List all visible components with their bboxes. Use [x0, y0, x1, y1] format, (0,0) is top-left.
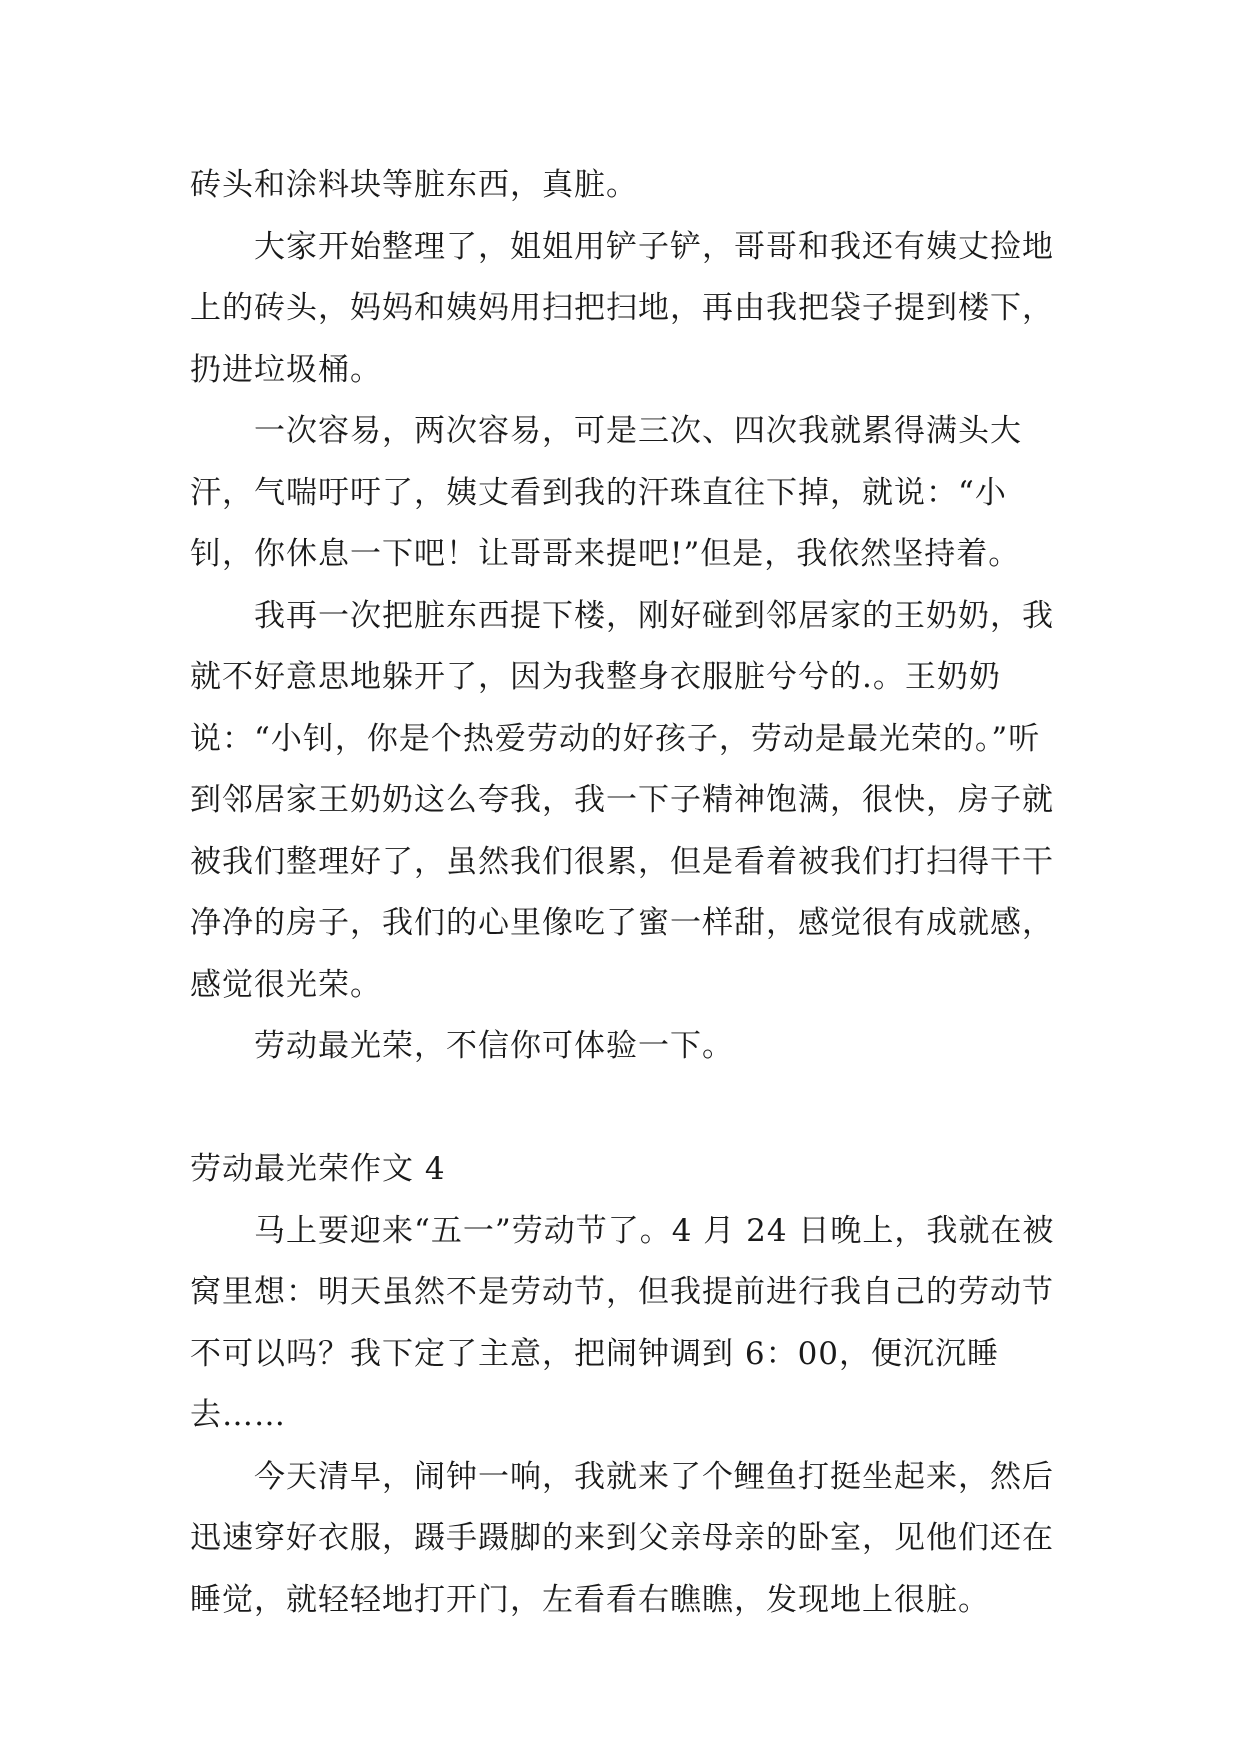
document-body: [190, 155, 1070, 1631]
paragraph-morning: 今天清早，闹钟一响，我就来了个鲤鱼打挺坐起来，然后迅速穿好衣服，蹑手蹑脚的来到父亲母亲的卧室，见他们还在睡觉，就轻轻地打开门，左看看右瞧瞧，发现地上很脏。: [190, 1458, 1054, 1618]
paragraph-may-day: 马上要迎来“五一”劳动节了。4 月 24 日晚上，我就在被窝里想：明天虽然不是劳动节，但我提前进行我自己的劳动节不可以吗？我下定了主意，把闹钟调到 6：00，便沉沉睡去……: [190, 1212, 1055, 1433]
paragraph-grandma-praise: 我再一次把脏东西提下楼，刚好碰到邻居家的王奶奶，我就不好意思地躲开了，因为我整身衣服脏兮兮的.。王奶奶说：“小钊，你是个热爱劳动的好孩子，劳动是最光荣的。”听到邻居家王奶奶这么夸我，我一下子精神饱满，很快，房子就被我们整理好了，虽然我们很累，但是看着被我们打扫得干干净净的房子，我们的心里像吃了蜜一样甜，感觉很有成就感，感觉很光荣。: [190, 597, 1054, 1003]
paragraph-conclusion: 劳动最光荣，不信你可体验一下。: [254, 1028, 734, 1064]
paragraph-cleanup-start: 大家开始整理了，姐姐用铲子铲，哥哥和我还有姨丈捡地上的砖头，妈妈和姨妈用扫把扫地，再由我把袋子提到楼下，扔进垃圾桶。: [190, 228, 1054, 388]
section-title: 劳动最光荣作文 4: [190, 1151, 446, 1187]
paragraph-continuation: 砖头和涂料块等脏东西，真脏。: [190, 167, 638, 203]
paragraph-tired: 一次容易，两次容易，可是三次、四次我就累得满头大汗，气喘吁吁了，姨丈看到我的汗珠直往下掉，就说：“小钊，你休息一下吧！让哥哥来提吧!”但是，我依然坚持着。: [190, 413, 1022, 572]
section-spacer: [190, 1078, 1070, 1140]
